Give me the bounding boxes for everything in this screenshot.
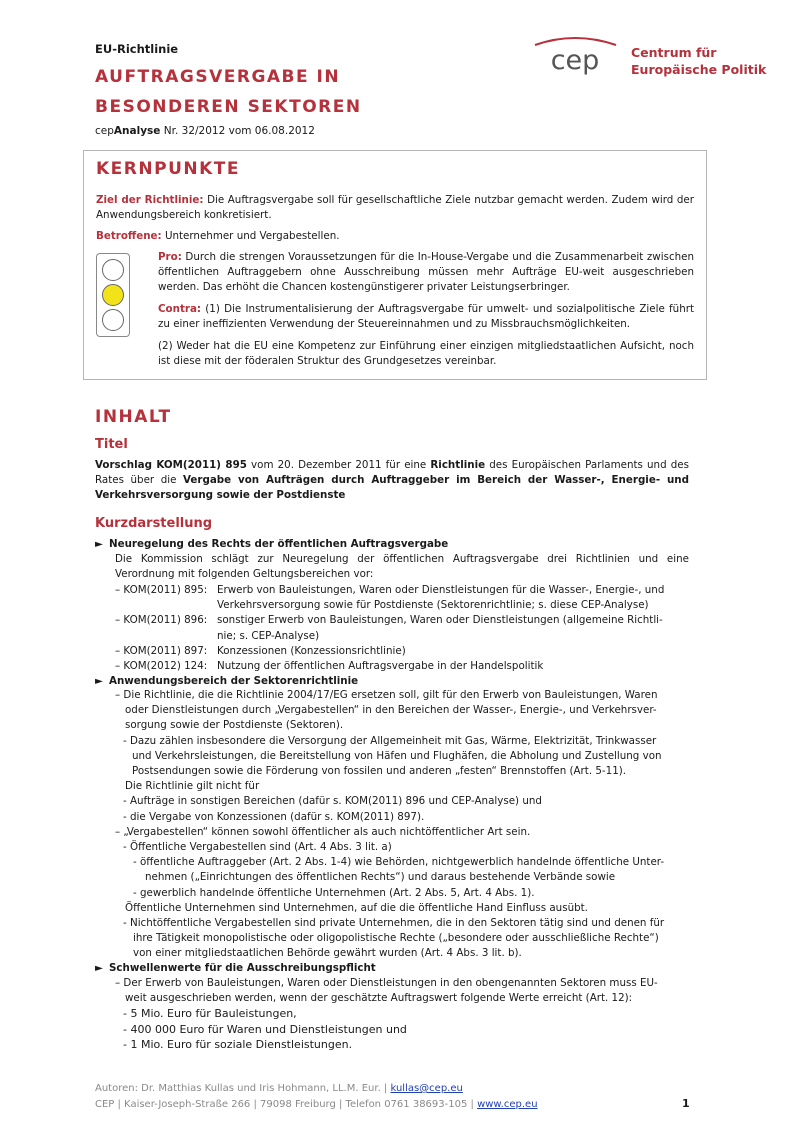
regulation-description: Konzessionen (Konzessionsrichtlinie) (217, 644, 406, 657)
document-title: AUFTRAGSVERGABE IN BESONDEREN SEKTOREN (95, 67, 362, 117)
affected-paragraph (96, 229, 694, 244)
footer (95, 1081, 538, 1113)
contra2-paragraph: (2) Weder hat die EU eine Kompetenz zur Einführung einer einzigen mitgliedstaatlichen Aufsicht, noch ist diese mit der föderalen Struktur des Grundgesetzes vereinbar. (158, 340, 694, 367)
document-header (95, 42, 495, 137)
scope-line: – Die Richtlinie, die die Richtlinie 2004/17/EG ersetzen soll, gilt für den Erwerb von Bauleistungen, Waren (115, 689, 658, 701)
analysis-reference (95, 125, 495, 137)
scope-line: und Verkehrsleistungen, die Bereitstellung von Häfen und Flughäfen, die Abholung und Zustellung von (132, 749, 662, 762)
title-p3: Richtlinie (430, 459, 486, 471)
ref-rest: Nr. 32/2012 vom 06.08.2012 (160, 125, 315, 137)
regulation-code: – KOM(2011) 896: (115, 614, 208, 627)
bullet-heading-3-text: Schwellenwerte für die Ausschreibungspflicht (109, 962, 376, 974)
regulation-code: – KOM(2011) 897: (115, 644, 208, 657)
contra-text: (1) Die Instrumentalisierung der Auftragsvergabe für umwelt- und sozialpolitische Ziele führt zu einer ineffizienten Verwendung der Steuereinnahmen und zu Missbrauchsmöglichkeiten. (158, 303, 694, 330)
footer-address: CEP | Kaiser-Joseph-Straße 266 | 79098 Freiburg | Telefon 0761 38693-105 | (95, 1099, 478, 1110)
summary-subheading: Kurzdarstellung (95, 516, 213, 531)
content-section-title: INHALT (95, 407, 172, 427)
traffic-light-middle (102, 284, 124, 306)
bullet-heading-1-text: Neuregelung des Rechts der öffentlichen Auftragsvergabe (109, 538, 449, 550)
affected-label: Betroffene: (96, 230, 162, 242)
bullet-triangle-icon: ► (95, 538, 103, 550)
regulation-description-cont: nie; s. CEP-Analyse) (217, 629, 320, 642)
title-p2: vom 20. Dezember 2011 für eine (246, 459, 431, 471)
cep-logo-icon (533, 35, 618, 80)
logo-name-line1: Centrum für (631, 45, 717, 60)
logo-organization-name (631, 44, 766, 78)
scope-line: Öffentliche Unternehmen sind Unternehmen, auf die die öffentliche Hand Einfluss ausübt. (125, 901, 588, 914)
goal-label: Ziel der Richtlinie: (96, 194, 204, 206)
threshold-line: – Der Erwerb von Bauleistungen, Waren oder Dienstleistungen in den obengenannten Sektoren muss EU- (115, 977, 658, 989)
website-link[interactable]: www.cep.eu (477, 1099, 538, 1110)
scope-line: - gewerblich handelnde öffentliche Unternehmen (Art. 2 Abs. 5, Art. 4 Abs. 1). (133, 886, 535, 899)
document-type-label: EU-Richtlinie (95, 42, 179, 56)
pro-label: Pro: (158, 251, 182, 263)
scope-line: - Öffentliche Vergabestellen sind (Art. 4 Abs. 3 lit. a) (123, 841, 392, 853)
author-email-link[interactable]: kullas@cep.eu (390, 1083, 463, 1094)
scope-line: – „Vergabestellen“ können sowohl öffentlicher als auch nichtöffentlicher Art sein. (115, 825, 531, 838)
regulation-code: – KOM(2011) 895: (115, 584, 208, 596)
pro-text: Durch die strengen Voraussetzungen für die In-House-Vergabe und die Zusammenarbeit zwischen öffentlichen Auftraggebern ohne Ausschreibung müssen mehr Aufträge EU-weit ausgeschrieben werden. Das erhöht die Chancen kostengünstigerer privater Leistungserbringer. (158, 251, 694, 293)
scope-line: ihre Tätigkeit monopolistische oder oligopolistische Rechte („besondere oder ausschließliche Rechte“) (133, 932, 659, 945)
scope-line: - die Vergabe von Konzessionen (dafür s. KOM(2011) 897). (123, 810, 425, 823)
regulation-code: – KOM(2012) 124: (115, 660, 208, 672)
threshold-line: - 1 Mio. Euro für soziale Dienstleistungen. (123, 1037, 353, 1051)
key-points-box (83, 150, 707, 380)
title-paragraph (95, 458, 689, 504)
bullet-heading-3 (95, 962, 376, 974)
ref-prefix: cep (95, 125, 114, 137)
ref-bold: Analyse (113, 125, 161, 137)
traffic-light-top (102, 259, 124, 281)
traffic-light-icon (96, 253, 130, 337)
scope-line: - Aufträge in sonstigen Bereichen (dafür s. KOM(2011) 896 und CEP-Analyse) und (123, 795, 542, 808)
contra-label: Contra: (158, 303, 202, 315)
goal-text: Die Auftragsvergabe soll für gesellschaftliche Ziele nutzbar gemacht werden. Zudem wird der Anwendungsbereich konkretisiert. (96, 194, 694, 221)
title-p5: Vergabe von Aufträgen durch Auftraggeber im Bereich der Wasser-, Energie- und Verkehrsversorgung sowie der Postdienste (95, 474, 689, 502)
scope-line: von einer mitgliedstaatlichen Behörde gewährt wurden (Art. 4 Abs. 3 lit. b). (133, 947, 522, 960)
footer-line-2 (95, 1097, 538, 1113)
scope-line: - Dazu zählen insbesondere die Versorgung der Allgemeinheit mit Gas, Wärme, Elektrizität, Trinkwasser (123, 734, 657, 747)
cep-logo (533, 35, 773, 85)
regulation-description-cont: Verkehrsversorgung sowie für Postdienste (Sektorenrichtlinie; s. diese CEP-Analyse) (217, 599, 649, 612)
logo-name-line2: Europäische Politik (631, 62, 767, 77)
bullet-triangle-icon: ► (95, 675, 103, 687)
footer-authors: Autoren: Dr. Matthias Kullas und Iris Hohmann, LL.M. Eur. | (95, 1083, 391, 1094)
logo-text: cep (550, 45, 600, 76)
contra-paragraph (158, 302, 694, 332)
title-p4: des Europäischen Parlaments und des Rates über die (95, 459, 689, 487)
scope-line: Postsendungen sowie die Förderung von fossilen und anderen „festen“ Brennstoffen (Art. 5-11). (132, 765, 627, 777)
regulation-description: Erwerb von Bauleistungen, Waren oder Dienstleistungen für die Wasser-, Energie-, und (217, 584, 665, 596)
bullet1-intro: Die Kommission schlägt zur Neuregelung der öffentlichen Auftragsvergabe drei Richtlinien und eine Verordnung mit folgenden Geltungsbereichen vor: (115, 553, 689, 581)
scope-line: - öffentliche Auftraggeber (Art. 2 Abs. 1-4) wie Behörden, nichtgewerblich handelnde öffentliche Unter- (133, 856, 665, 869)
threshold-line: - 400 000 Euro für Waren und Dienstleistungen und (123, 1022, 407, 1036)
pro-paragraph (158, 250, 694, 295)
threshold-line: - 5 Mio. Euro für Bauleistungen, (123, 1007, 297, 1021)
scope-line: Die Richtlinie gilt nicht für (125, 780, 260, 793)
bullet-heading-2-text: Anwendungsbereich der Sektorenrichtlinie (109, 675, 359, 687)
goal-paragraph (96, 193, 694, 223)
bullet-heading-2 (95, 675, 358, 687)
footer-line-1 (95, 1081, 538, 1097)
title-p1: Vorschlag KOM(2011) 895 (95, 459, 247, 471)
threshold-line: weit ausgeschrieben werden, wenn der geschätzte Auftragswert folgende Werte erreicht (Art. 12): (125, 992, 633, 1005)
affected-text: Unternehmer und Vergabestellen. (161, 230, 340, 242)
title-subheading: Titel (95, 437, 128, 452)
key-points-title: KERNPUNKTE (96, 159, 240, 179)
scope-line: sorgung sowie der Postdienste (Sektoren). (125, 719, 344, 732)
page-number: 1 (682, 1097, 690, 1110)
scope-line: - Nichtöffentliche Vergabestellen sind private Unternehmen, die in den Sektoren tätig sind und denen für (123, 917, 665, 929)
regulation-description: Nutzung der öffentlichen Auftragsvergabe in der Handelspolitik (217, 660, 544, 672)
scope-line: nehmen („Einrichtungen des öffentlichen Rechts“) und daraus bestehende Verbände sowie (145, 871, 616, 884)
regulation-description: sonstiger Erwerb von Bauleistungen, Waren oder Dienstleistungen (allgemeine Richtli- (217, 614, 663, 627)
traffic-light-bottom (102, 309, 124, 331)
bullet-triangle-icon: ► (95, 962, 103, 974)
bullet-heading-1 (95, 538, 448, 550)
scope-line: oder Dienstleistungen durch „Vergabestellen“ in den Bereichen der Wasser-, Energie-, und Verkehrsver- (125, 704, 657, 717)
